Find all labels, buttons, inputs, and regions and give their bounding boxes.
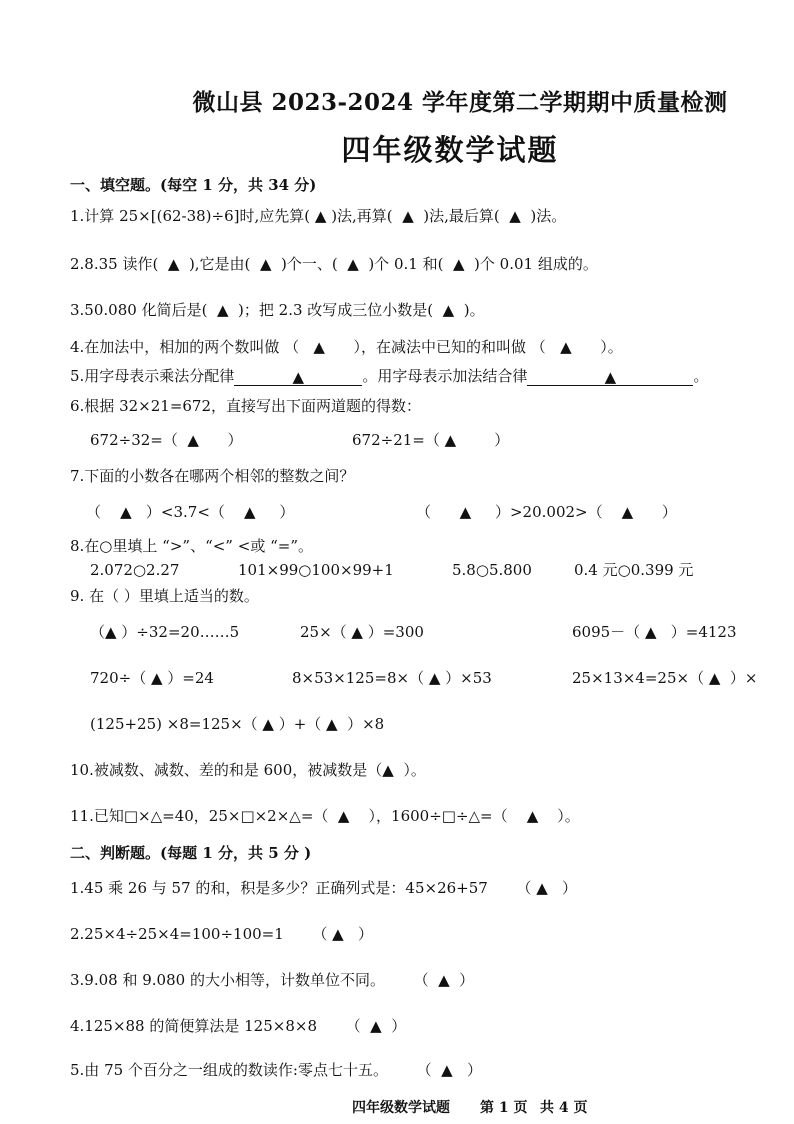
q9-item-a: （▲ ）÷32=20……5 — [90, 623, 240, 641]
footer-exam-name: 四年级数学试题 — [352, 1100, 450, 1116]
question-1-11: 11.已知□×△=40，25×□×2×△=（ ▲ ），1600÷□÷△=（ ▲ ）。 — [70, 807, 580, 825]
q6-item-a: 672÷32=（ ▲ ） — [90, 431, 243, 449]
footer-page-number: 第 1 页 — [480, 1100, 528, 1116]
question-1-2: 2.8.35 读作( ▲ ),它是由( ▲ )个一、( ▲ )个 0.1 和( ▲ )个 0.01 组成的。 — [70, 255, 598, 273]
q5-answer-blank-2[interactable]: ▲ — [527, 367, 693, 386]
q8-item-b: 101×99○100×99+1 — [238, 561, 394, 579]
section-2-heading: 二、判断题。(每题 1 分，共 5 分 ) — [70, 844, 312, 862]
question-1-1: 1.计算 25×[(62-38)÷6]时,应先算( ▲ )法,再算( ▲ )法,最后算( ▲ )法。 — [70, 207, 567, 225]
q5-text-a: 5.用字母表示乘法分配律 — [70, 367, 235, 385]
exam-title: 微山县 2023-2024 学年度第二学期期中质量检测 — [192, 89, 728, 116]
q9-item-d: 720÷（ ▲ ）=24 — [90, 669, 214, 687]
question-1-10: 10.被减数、减数、差的和是 600，被减数是（▲ ）。 — [70, 761, 426, 779]
question-2-2: 2.25×4÷25×4=100÷100=1 （ ▲ ） — [70, 925, 374, 943]
q9-item-b: 25×（ ▲ ）=300 — [300, 623, 424, 641]
q8-item-c: 5.8○5.800 — [452, 561, 532, 579]
q7-item-b: （ ▲ ）>20.002>（ ▲ ） — [416, 503, 677, 521]
section-1-heading: 一、填空题。(每空 1 分，共 34 分) — [70, 176, 317, 194]
footer-total-pages: 共 4 页 — [540, 1100, 588, 1116]
q5-answer-blank-1[interactable]: ▲ — [234, 367, 362, 386]
question-1-5 — [70, 366, 708, 386]
q5-text-c: 。 — [693, 367, 709, 385]
q9-item-g: (125+25) ×8=125×（ ▲ ）+（ ▲ ）×8 — [90, 715, 385, 733]
q8-item-d: 0.4 元○0.399 元 — [574, 561, 694, 579]
exam-subtitle: 四年级数学试题 — [341, 133, 559, 167]
question-1-4: 4.在加法中，相加的两个数叫做 （ ▲ ），在减法中已知的和叫做 （ ▲ ）。 — [70, 338, 623, 356]
question-2-5: 5.由 75 个百分之一组成的数读作:零点七十五。 （ ▲ ） — [70, 1061, 482, 1079]
q6-item-b: 672÷21=（ ▲ ） — [352, 431, 510, 449]
question-1-8: 8.在○里填上 “>”、“<” <或 “=”。 — [70, 537, 313, 555]
q9-item-f: 25×13×4=25×（ ▲ ）× — [572, 669, 758, 687]
question-1-6: 6.根据 32×21=672，直接写出下面两道题的得数： — [70, 397, 422, 415]
question-2-1: 1.45 乘 26 与 57 的和，积是多少？正确列式是：45×26+57 （ ▲ ） — [70, 879, 578, 897]
question-2-3: 3.9.08 和 9.080 的大小相等，计数单位不同。 （ ▲ ） — [70, 971, 475, 989]
question-1-9: 9. 在（ ）里填上适当的数。 — [70, 587, 259, 605]
q9-item-c: 6095－（ ▲ ）=4123 — [572, 623, 737, 641]
question-1-7: 7.下面的小数各在哪两个相邻的整数之间？ — [70, 467, 355, 485]
question-1-3: 3.50.080 化简后是( ▲ )；把 2.3 改写成三位小数是( ▲ )。 — [70, 301, 485, 319]
q7-item-a: （ ▲ ）<3.7<（ ▲ ） — [86, 503, 295, 521]
q8-item-a: 2.072○2.27 — [90, 561, 180, 579]
question-2-4: 4.125×88 的简便算法是 125×8×8 （ ▲ ） — [70, 1017, 407, 1035]
q9-item-e: 8×53×125=8×（ ▲ ）×53 — [292, 669, 492, 687]
q5-text-b: 。用字母表示加法结合律 — [362, 367, 528, 385]
